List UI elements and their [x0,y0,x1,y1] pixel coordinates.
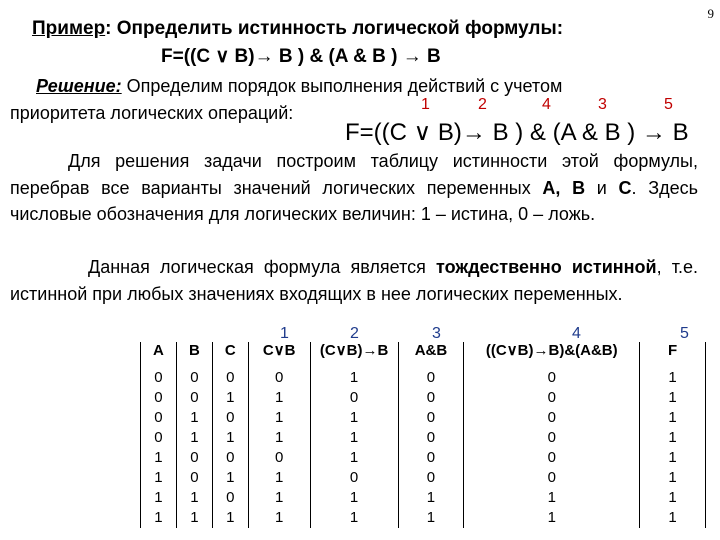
table-cell: 0 [398,468,464,488]
table-cell: 1 [464,488,640,508]
table-cell: 0 [141,408,177,428]
column-header: C [212,342,248,368]
paragraph-truth-table [10,148,698,228]
table-cell: 1 [640,368,706,388]
table-row [141,448,706,468]
table-cell: 1 [248,488,310,508]
column-header: B [176,342,212,368]
column-header: C∨B [248,342,310,368]
table-cell: 0 [212,408,248,428]
table-cell: 1 [176,428,212,448]
table-cell: 1 [310,408,398,428]
table-cell: 1 [398,488,464,508]
table-cell: 0 [464,368,640,388]
table-cell: 1 [310,488,398,508]
table-row [141,408,706,428]
table-cell: 1 [141,448,177,468]
table-header-row [141,342,706,368]
table-cell: 1 [248,388,310,408]
table-cell: 0 [464,388,640,408]
paragraph-conclusion [10,254,698,307]
column-number: 4 [572,325,581,342]
table-cell: 1 [248,428,310,448]
table-cell: 0 [212,448,248,468]
table-cell: 1 [212,428,248,448]
table-cell: 1 [176,408,212,428]
variables-ab: A, B [542,177,586,198]
truth-table [140,342,706,528]
table-cell: 1 [310,508,398,528]
table-row [141,488,706,508]
table-row [141,468,706,488]
table-cell: 0 [310,468,398,488]
table-cell: 1 [310,448,398,468]
column-header: (C∨B)→B [310,342,398,368]
table-cell: 1 [176,488,212,508]
solution-text: Определим порядок выполнения действий с учетом [121,76,563,96]
column-header: A&B [398,342,464,368]
table-cell: 0 [176,368,212,388]
page-title [32,18,563,40]
table-cell: 1 [640,428,706,448]
variable-c: C [618,177,632,198]
table-cell: 0 [176,388,212,408]
formula-large: F=((C ∨ B)→ B ) & (A & B ) → B [345,119,689,146]
table-cell: 1 [310,368,398,388]
column-number: 2 [350,325,359,342]
table-cell: 1 [398,508,464,528]
solution-continuation: приоритета логических операций: [10,103,294,123]
table-cell: 1 [141,508,177,528]
table-cell: 1 [212,388,248,408]
table-cell: 0 [398,408,464,428]
table-cell: 0 [141,368,177,388]
table-cell: 0 [398,368,464,388]
table-cell: 1 [640,468,706,488]
table-cell: 1 [640,448,706,468]
formula: F=((C ∨ B)→ B ) & (A & B ) → B [161,46,441,67]
table-cell: 1 [212,468,248,488]
column-header: F [640,342,706,368]
operation-order-number: 1 [421,96,430,113]
table-cell: 0 [176,448,212,468]
table-cell: 0 [464,408,640,428]
column-header: A [141,342,177,368]
paragraph-text: , т.е. истинной при любых значениях входящих в нее логических переменных. [10,257,699,304]
table-row [141,508,706,528]
paragraph-text: Данная логическая формула является [88,257,436,277]
column-number: 5 [680,325,689,342]
table-cell: 0 [141,388,177,408]
table-row [141,388,706,408]
table-cell: 1 [248,468,310,488]
table-cell: 1 [248,508,310,528]
table-cell: 0 [176,468,212,488]
title-text: : Определить истинность логической формулы: [105,18,564,39]
table-cell: 0 [398,448,464,468]
table-cell: 1 [464,508,640,528]
table-row [141,368,706,388]
table-cell: 1 [176,508,212,528]
paragraph-text: и [585,177,619,198]
page-number: 9 [707,6,714,21]
table-cell: 1 [640,408,706,428]
table-cell: 1 [310,428,398,448]
table-cell: 0 [464,428,640,448]
table-cell: 1 [640,388,706,408]
column-number: 3 [432,325,441,342]
table-cell: 0 [248,448,310,468]
column-number: 1 [280,325,289,342]
operation-order-number: 3 [598,96,607,113]
example-label: Пример [32,18,106,39]
table-cell: 0 [212,488,248,508]
operation-order-number: 2 [478,96,487,113]
table-body [141,368,706,528]
table-cell: 1 [141,488,177,508]
table-cell: 0 [398,388,464,408]
table-cell: 0 [141,428,177,448]
emphasis-text: тождественно истинной [436,257,657,277]
table-cell: 0 [248,368,310,388]
table-cell: 1 [141,468,177,488]
operation-order-number: 4 [542,96,551,113]
solution-label: Решение: [36,76,122,96]
table-cell: 0 [212,368,248,388]
table-cell: 1 [248,408,310,428]
table-cell: 0 [464,468,640,488]
table-cell: 1 [640,488,706,508]
operation-order-number: 5 [664,96,673,113]
column-header: ((C∨B)→B)&(A&B) [464,342,640,368]
table-row [141,428,706,448]
table-cell: 0 [310,388,398,408]
table-cell: 0 [464,448,640,468]
table-cell: 0 [398,428,464,448]
paragraph-text: Для решения задачи построим таблицу истинности этой формулы, перебрав все варианты значений логических переменных [10,151,698,198]
paragraph-text: . Здесь числовые обозначения для логических величин: 1 – истина, 0 – ложь. [10,177,698,224]
table-cell: 1 [640,508,706,528]
table-cell: 1 [212,508,248,528]
